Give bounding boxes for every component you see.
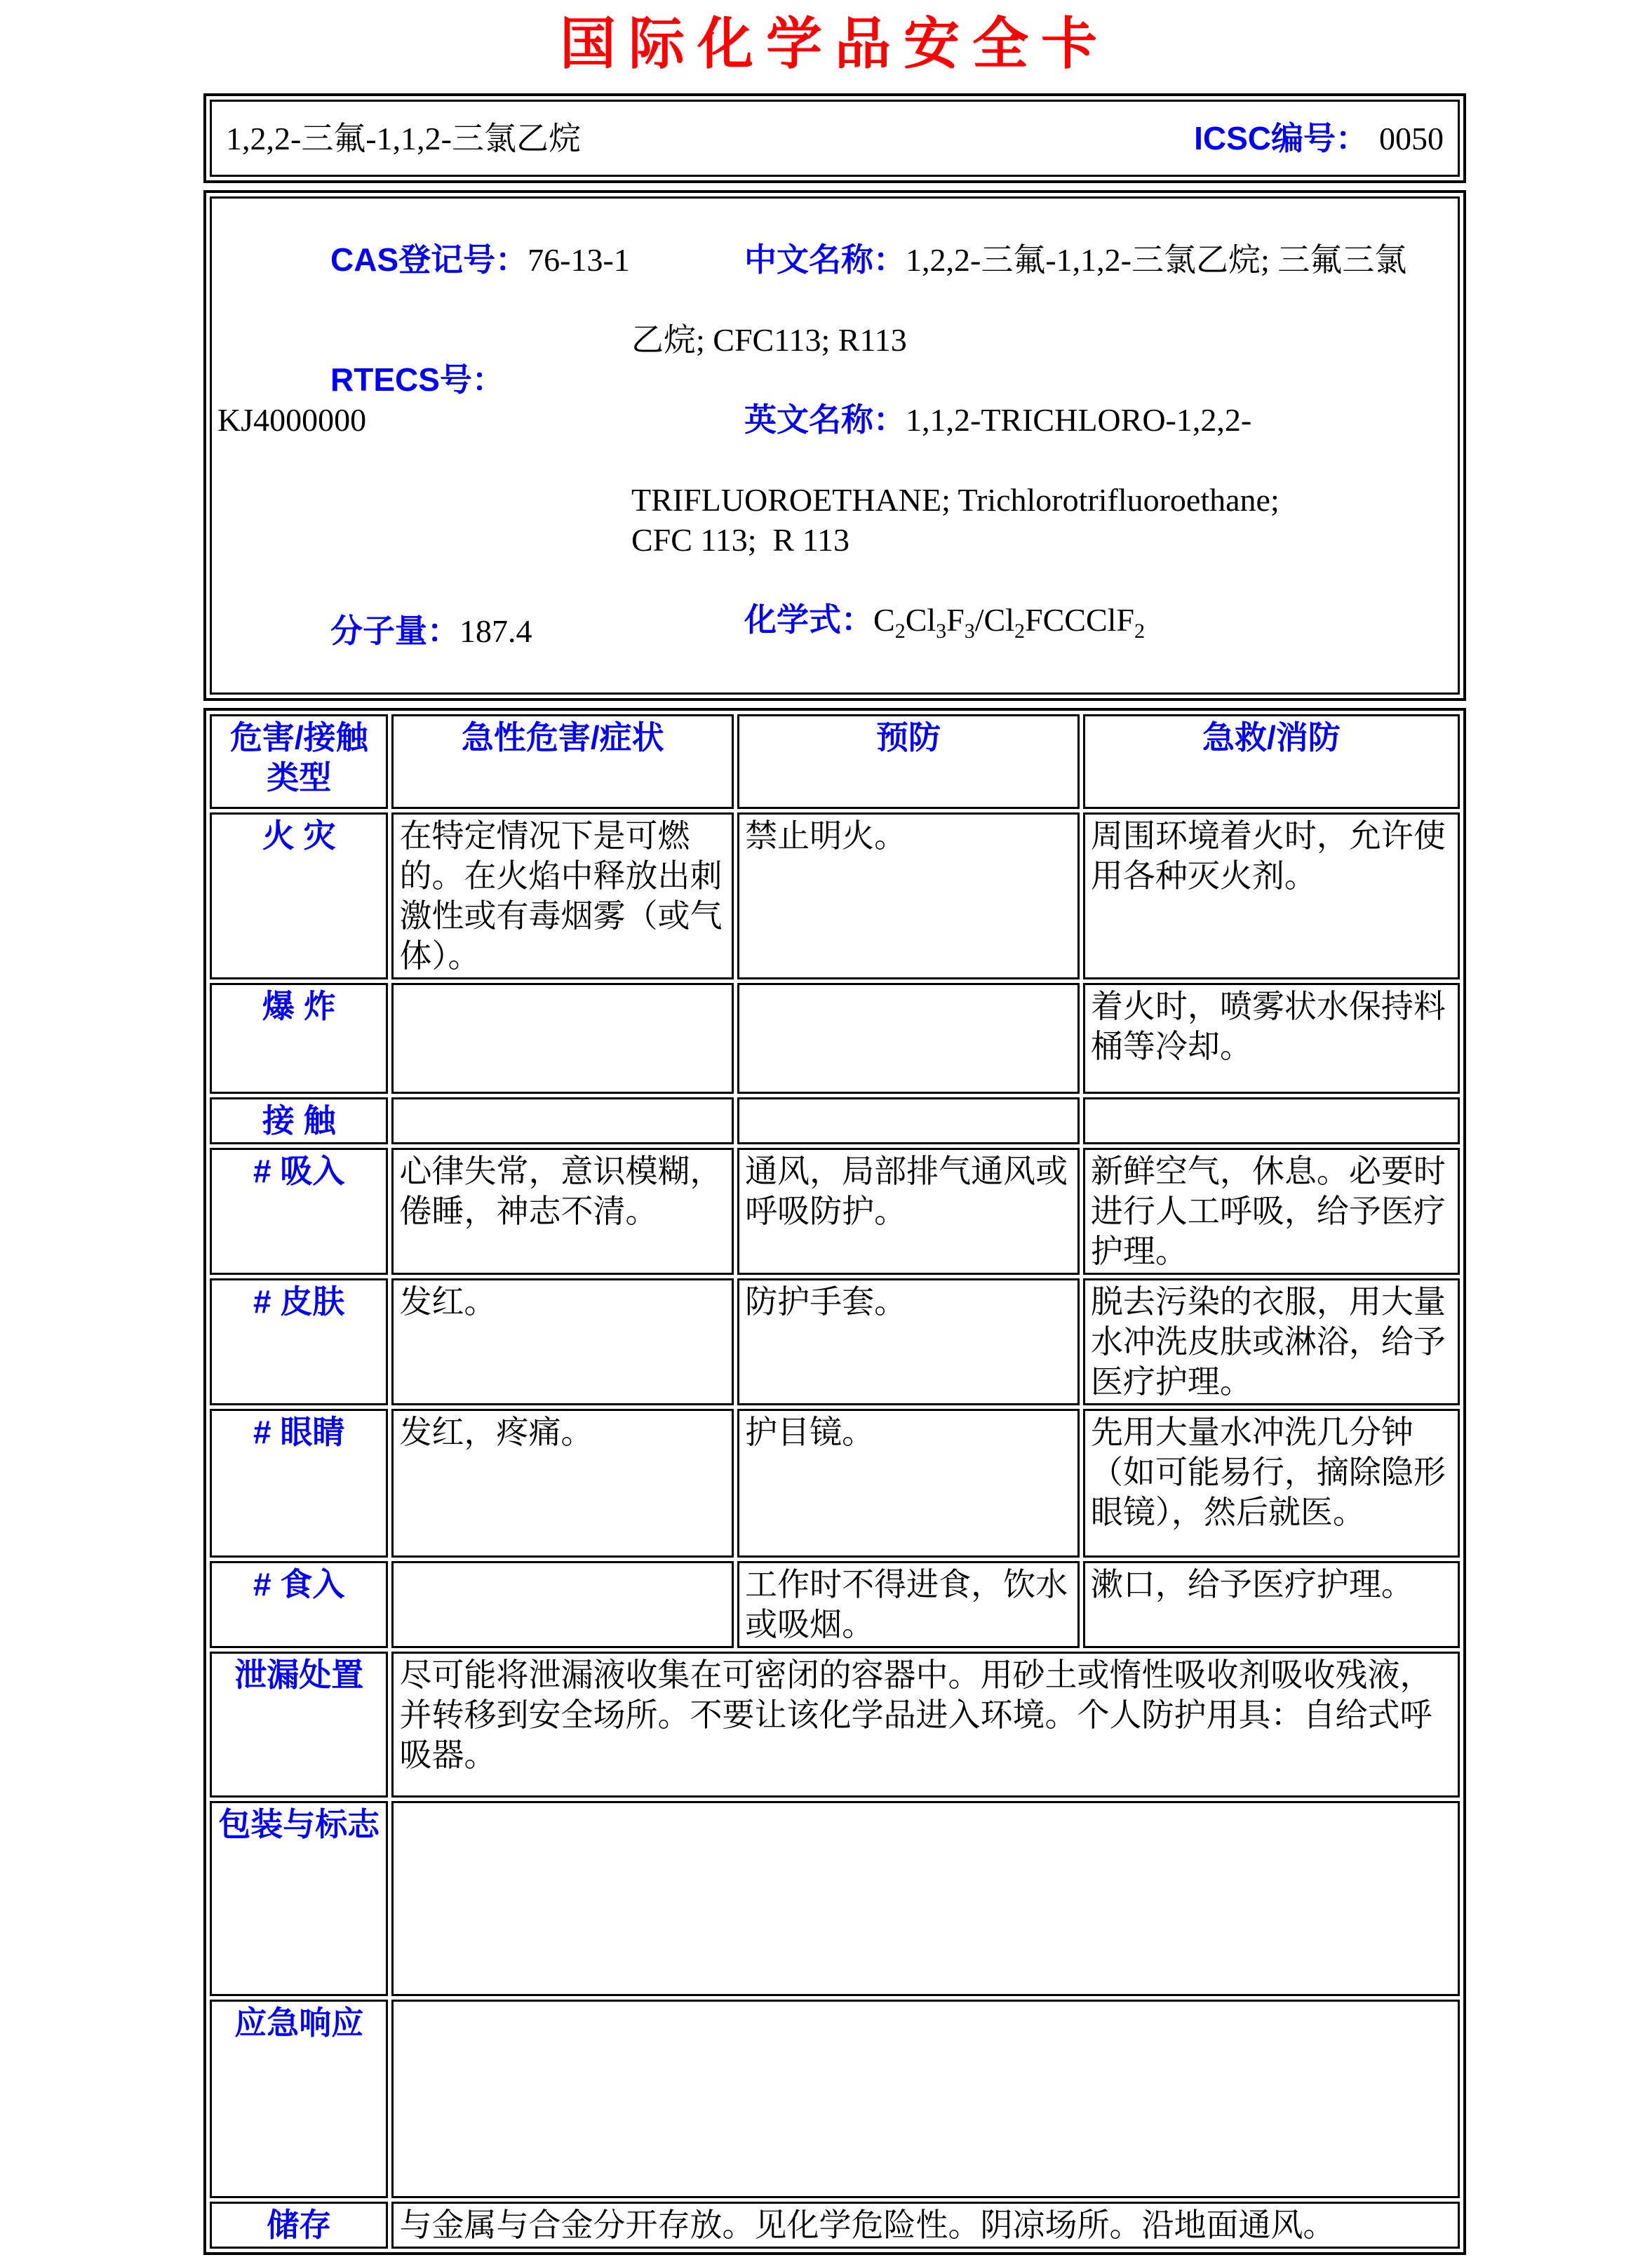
spillage-disposal-content-cell: 尽可能将泄漏液收集在可密闭的容器中。用砂土或惰性吸收剂吸收残液，并转移到安全场所。不要让该化学品进入环境。个人防护用具：自给式呼吸器。 — [391, 1652, 1460, 1798]
molecular-weight-label: 分子量： — [330, 613, 459, 650]
name-header-cell — [210, 100, 1460, 177]
cas-number-value: 76-13-1 — [528, 242, 630, 278]
rtecs-number-line — [217, 320, 631, 480]
page-title: 国际化学品安全卡 — [560, 13, 1110, 75]
chemical-formula-value: $C_2Cl_3F_3/Cl_2FCCClF_2$ — [873, 602, 1145, 643]
col-header-symptoms: 急性危害/症状 — [391, 714, 734, 809]
fire-first-aid-cell: 周围环境着火时，允许使用各种灭火剂。 — [1083, 812, 1460, 979]
ingestion-prevention-cell: 工作时不得进食，饮水或吸烟。 — [737, 1561, 1080, 1648]
skin-symptoms-cell: 发红。 — [391, 1278, 734, 1405]
row-ingestion — [210, 1561, 1460, 1648]
chemical-formula-label: 化学式： — [744, 601, 873, 638]
exposure-prevention-cell — [737, 1097, 1080, 1144]
exposure-symptoms-cell — [391, 1097, 734, 1144]
col-header-hazard-type — [210, 714, 388, 809]
chemical-name: 1,2,2-三氟-1,1,2-三氯乙烷 — [226, 120, 581, 156]
explosion-prevention-cell — [737, 983, 1080, 1094]
row-label-fire: 火 灾 — [210, 812, 388, 979]
english-name-line2: TRIFLUOROETHANE; Trichlorotrifluoroethane; — [631, 482, 1280, 518]
name-header-table — [203, 93, 1466, 183]
row-label-packaging-labelling: 包装与标志 — [210, 1801, 388, 1996]
chinese-name-line1 — [631, 200, 1452, 320]
safety-card-sheet — [203, 93, 1466, 2262]
molecular-weight-value: 187.4 — [459, 613, 532, 650]
fire-symptoms-cell: 在特定情况下是可燃的。在火焰中释放出刺激性或有毒烟雾（或气体）。 — [391, 812, 734, 979]
col-header-hazard-type-line1: 危害/接触 — [229, 719, 368, 756]
row-exposure — [210, 1097, 1460, 1144]
hazard-header-row — [210, 714, 1460, 809]
identifiers-left-column — [217, 200, 631, 691]
skin-prevention-cell: 防护手套。 — [737, 1278, 1080, 1405]
row-label-spillage-disposal: 泄漏处置 — [210, 1652, 388, 1798]
inhalation-symptoms-cell: 心律失常，意识模糊，倦睡，神志不清。 — [391, 1148, 734, 1275]
row-label-explosion: 爆 炸 — [210, 983, 388, 1094]
english-name-label: 英文名称： — [744, 401, 906, 438]
cas-number-label: CAS登记号： — [330, 241, 528, 278]
exposure-first-aid-cell — [1083, 1097, 1460, 1144]
identifiers-right-column — [631, 200, 1452, 691]
eyes-first-aid-cell: 先用大量水冲洗几分钟（如可能易行，摘除隐形眼镜），然后就医。 — [1083, 1409, 1460, 1558]
chemical-formula-line — [631, 560, 1452, 691]
english-name-value-part1: 1,1,2-TRICHLORO-1,2,2- — [906, 402, 1252, 438]
row-label-ingestion: # 食入 — [210, 1561, 388, 1648]
row-storage — [210, 2202, 1460, 2249]
identifiers-table — [203, 190, 1466, 701]
packaging-labelling-content-cell — [391, 1801, 1460, 1996]
col-header-first-aid: 急救/消防 — [1083, 714, 1460, 809]
ingestion-first-aid-cell: 漱口，给予医疗护理。 — [1083, 1561, 1460, 1648]
emergency-response-content-cell — [391, 2000, 1460, 2198]
skin-first-aid-cell: 脱去污染的衣服，用大量水冲洗皮肤或淋浴，给予医疗护理。 — [1083, 1278, 1460, 1405]
english-name-line1 — [631, 360, 1452, 480]
storage-content-cell: 与金属与合金分开存放。见化学危险性。阴凉场所。沿地面通风。 — [391, 2202, 1460, 2249]
chinese-name-label: 中文名称： — [744, 241, 906, 278]
row-skin — [210, 1278, 1460, 1405]
rtecs-number-value: KJ4000000 — [217, 402, 367, 438]
col-header-prevention: 预防 — [737, 714, 1080, 809]
chinese-name-value-part1: 1,2,2-三氟-1,1,2-三氯乙烷; 三氟三氯 — [906, 242, 1407, 278]
ingestion-symptoms-cell — [391, 1561, 734, 1648]
eyes-prevention-cell: 护目镜。 — [737, 1409, 1080, 1558]
eyes-symptoms-cell: 发红，疼痛。 — [391, 1409, 734, 1558]
icsc-number-label: ICSC编号： — [1194, 119, 1368, 156]
row-label-emergency-response: 应急响应 — [210, 2000, 388, 2198]
hazard-table — [203, 708, 1466, 2255]
icsc-number-value: 0050 — [1379, 120, 1444, 156]
col-header-hazard-type-line2: 类型 — [267, 759, 332, 796]
inhalation-first-aid-cell: 新鲜空气，休息。必要时进行人工呼吸，给予医疗护理。 — [1083, 1148, 1460, 1275]
row-label-eyes: # 眼睛 — [210, 1409, 388, 1558]
row-explosion — [210, 983, 1460, 1094]
identifiers-cell — [210, 196, 1460, 695]
inhalation-prevention-cell: 通风，局部排气通风或呼吸防护。 — [737, 1148, 1080, 1275]
molecular-weight-line — [217, 571, 631, 691]
name-header-row — [210, 100, 1460, 177]
cas-number-line — [217, 200, 631, 320]
fire-prevention-cell: 禁止明火。 — [737, 812, 1080, 979]
row-label-storage: 储存 — [210, 2202, 388, 2249]
row-emergency-response — [210, 2000, 1460, 2198]
identifiers-row — [210, 196, 1460, 695]
english-name-line3: CFC 113; R 113 — [631, 522, 849, 558]
rtecs-number-label: RTECS号： — [330, 361, 504, 398]
row-eyes — [210, 1409, 1460, 1558]
row-fire — [210, 812, 1460, 979]
icsc-number-group — [1194, 119, 1444, 159]
row-label-exposure: 接 触 — [210, 1097, 388, 1144]
chinese-name-line2: 乙烷; CFC113; R113 — [631, 322, 907, 358]
row-label-skin: # 皮肤 — [210, 1278, 388, 1405]
row-label-inhalation: # 吸入 — [210, 1148, 388, 1275]
explosion-first-aid-cell: 着火时，喷雾状水保持料桶等冷却。 — [1083, 983, 1460, 1094]
row-inhalation — [210, 1148, 1460, 1275]
row-packaging-labelling — [210, 1801, 1460, 1996]
explosion-symptoms-cell — [391, 983, 734, 1094]
row-spillage-disposal — [210, 1652, 1460, 1798]
